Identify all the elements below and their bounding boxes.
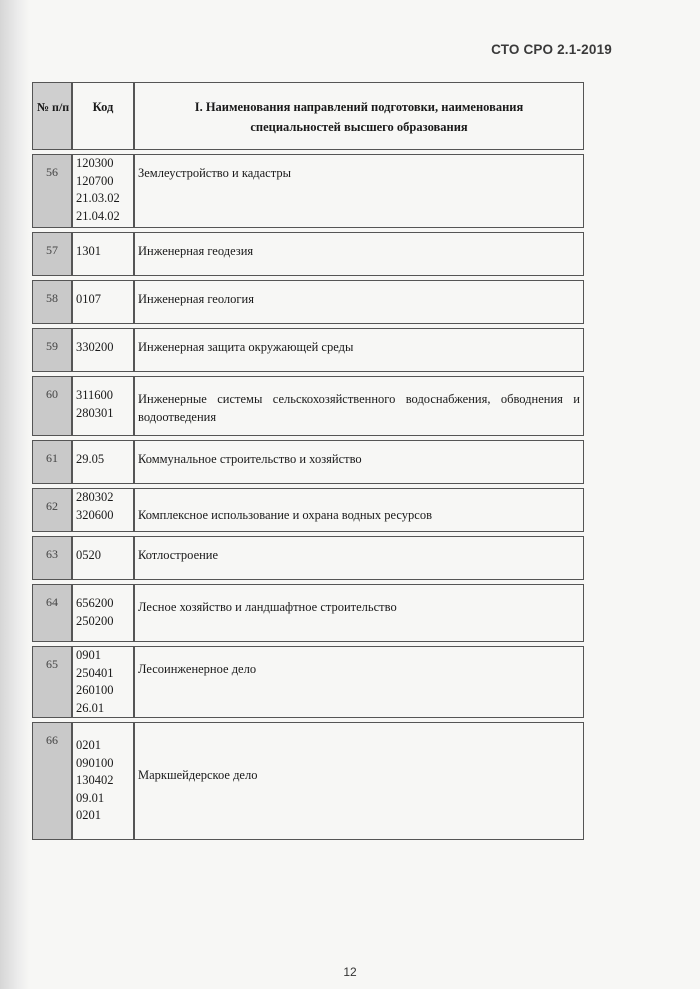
- code-value: 311600: [76, 388, 114, 402]
- table-row: [32, 536, 584, 580]
- row-specialty-name: Комплексное использование и охрана водных ресурсов: [134, 488, 584, 532]
- code-value: 130402: [76, 773, 114, 787]
- scan-edge-shadow: [0, 0, 30, 989]
- row-specialty-name: Инженерная геология: [134, 280, 584, 324]
- row-codes: [72, 280, 134, 324]
- table-row: [32, 646, 584, 718]
- code-value: 0107: [76, 292, 101, 306]
- column-header-number: № п/п: [32, 82, 72, 150]
- row-codes: [72, 646, 134, 718]
- table-header-row: [32, 82, 584, 150]
- code-value: 0201: [76, 738, 101, 752]
- code-value: 09.01: [76, 790, 105, 805]
- table-body: [32, 154, 584, 840]
- table-row: [32, 722, 584, 840]
- row-number: 60: [32, 376, 72, 436]
- table-row: [32, 584, 584, 642]
- row-specialty-name: Инженерная защита окружающей среды: [134, 328, 584, 372]
- row-specialty-name: Инженерная геодезия: [134, 232, 584, 276]
- document-code: СТО СРО 2.1-2019: [491, 42, 612, 57]
- table-row: [32, 232, 584, 276]
- code-value: 656200: [76, 596, 114, 610]
- row-specialty-name: Коммунальное строительство и хозяйство: [134, 440, 584, 484]
- code-value: 250200: [76, 613, 114, 628]
- row-specialty-name: Лесное хозяйство и ландшафтное строительство: [134, 584, 584, 642]
- row-number: 56: [32, 154, 72, 228]
- code-value: 280301: [76, 405, 114, 420]
- row-number: 57: [32, 232, 72, 276]
- code-value: 320600: [76, 507, 114, 522]
- code-value: 0901: [76, 648, 101, 662]
- column-header-title: [134, 82, 584, 150]
- code-value: 26.01: [76, 700, 105, 715]
- code-value: 29.05: [76, 452, 105, 466]
- row-number: 65: [32, 646, 72, 718]
- row-specialty-name: Маркшейдерское дело: [134, 722, 584, 840]
- code-value: 120300: [76, 156, 114, 170]
- row-number: 59: [32, 328, 72, 372]
- code-value: 21.04.02: [76, 208, 120, 223]
- row-codes: [72, 376, 134, 436]
- table-row: [32, 328, 584, 372]
- row-codes: [72, 722, 134, 840]
- column-header-title-line2: специальностей высшего образования: [250, 120, 468, 134]
- code-value: 090100: [76, 755, 114, 770]
- row-specialty-name: Котлостроение: [134, 536, 584, 580]
- table-row: [32, 376, 584, 436]
- code-value: 0201: [76, 808, 101, 822]
- row-number: 62: [32, 488, 72, 532]
- row-number: 66: [32, 722, 72, 840]
- row-codes: [72, 488, 134, 532]
- row-codes: [72, 232, 134, 276]
- table-row: [32, 280, 584, 324]
- row-codes: [72, 536, 134, 580]
- row-codes: [72, 584, 134, 642]
- page-number: 12: [343, 965, 357, 979]
- specialties-table: [32, 78, 584, 844]
- table-row: [32, 154, 584, 228]
- code-value: 120700: [76, 173, 114, 188]
- code-value: 250401: [76, 665, 114, 680]
- row-codes: [72, 154, 134, 228]
- row-specialty-name: Лесоинженерное дело: [134, 646, 584, 718]
- column-header-code: Код: [72, 82, 134, 150]
- row-specialty-name: Землеустройство и кадастры: [134, 154, 584, 228]
- table-row: [32, 440, 584, 484]
- code-value: 0520: [76, 548, 101, 562]
- row-number: 58: [32, 280, 72, 324]
- column-header-title-line1: I. Наименования направлений подготовки, наименования: [194, 100, 524, 114]
- row-number: 63: [32, 536, 72, 580]
- row-number: 61: [32, 440, 72, 484]
- row-specialty-name: Инженерные системы сельскохозяйственного водоснабжения, обводнения и водоотведения: [134, 376, 584, 436]
- code-value: 260100: [76, 683, 114, 697]
- code-value: 21.03.02: [76, 191, 120, 205]
- code-value: 330200: [76, 340, 114, 354]
- row-codes: [72, 440, 134, 484]
- code-value: 1301: [76, 244, 101, 258]
- row-number: 64: [32, 584, 72, 642]
- table-row: [32, 488, 584, 532]
- code-value: 280302: [76, 490, 114, 504]
- row-codes: [72, 328, 134, 372]
